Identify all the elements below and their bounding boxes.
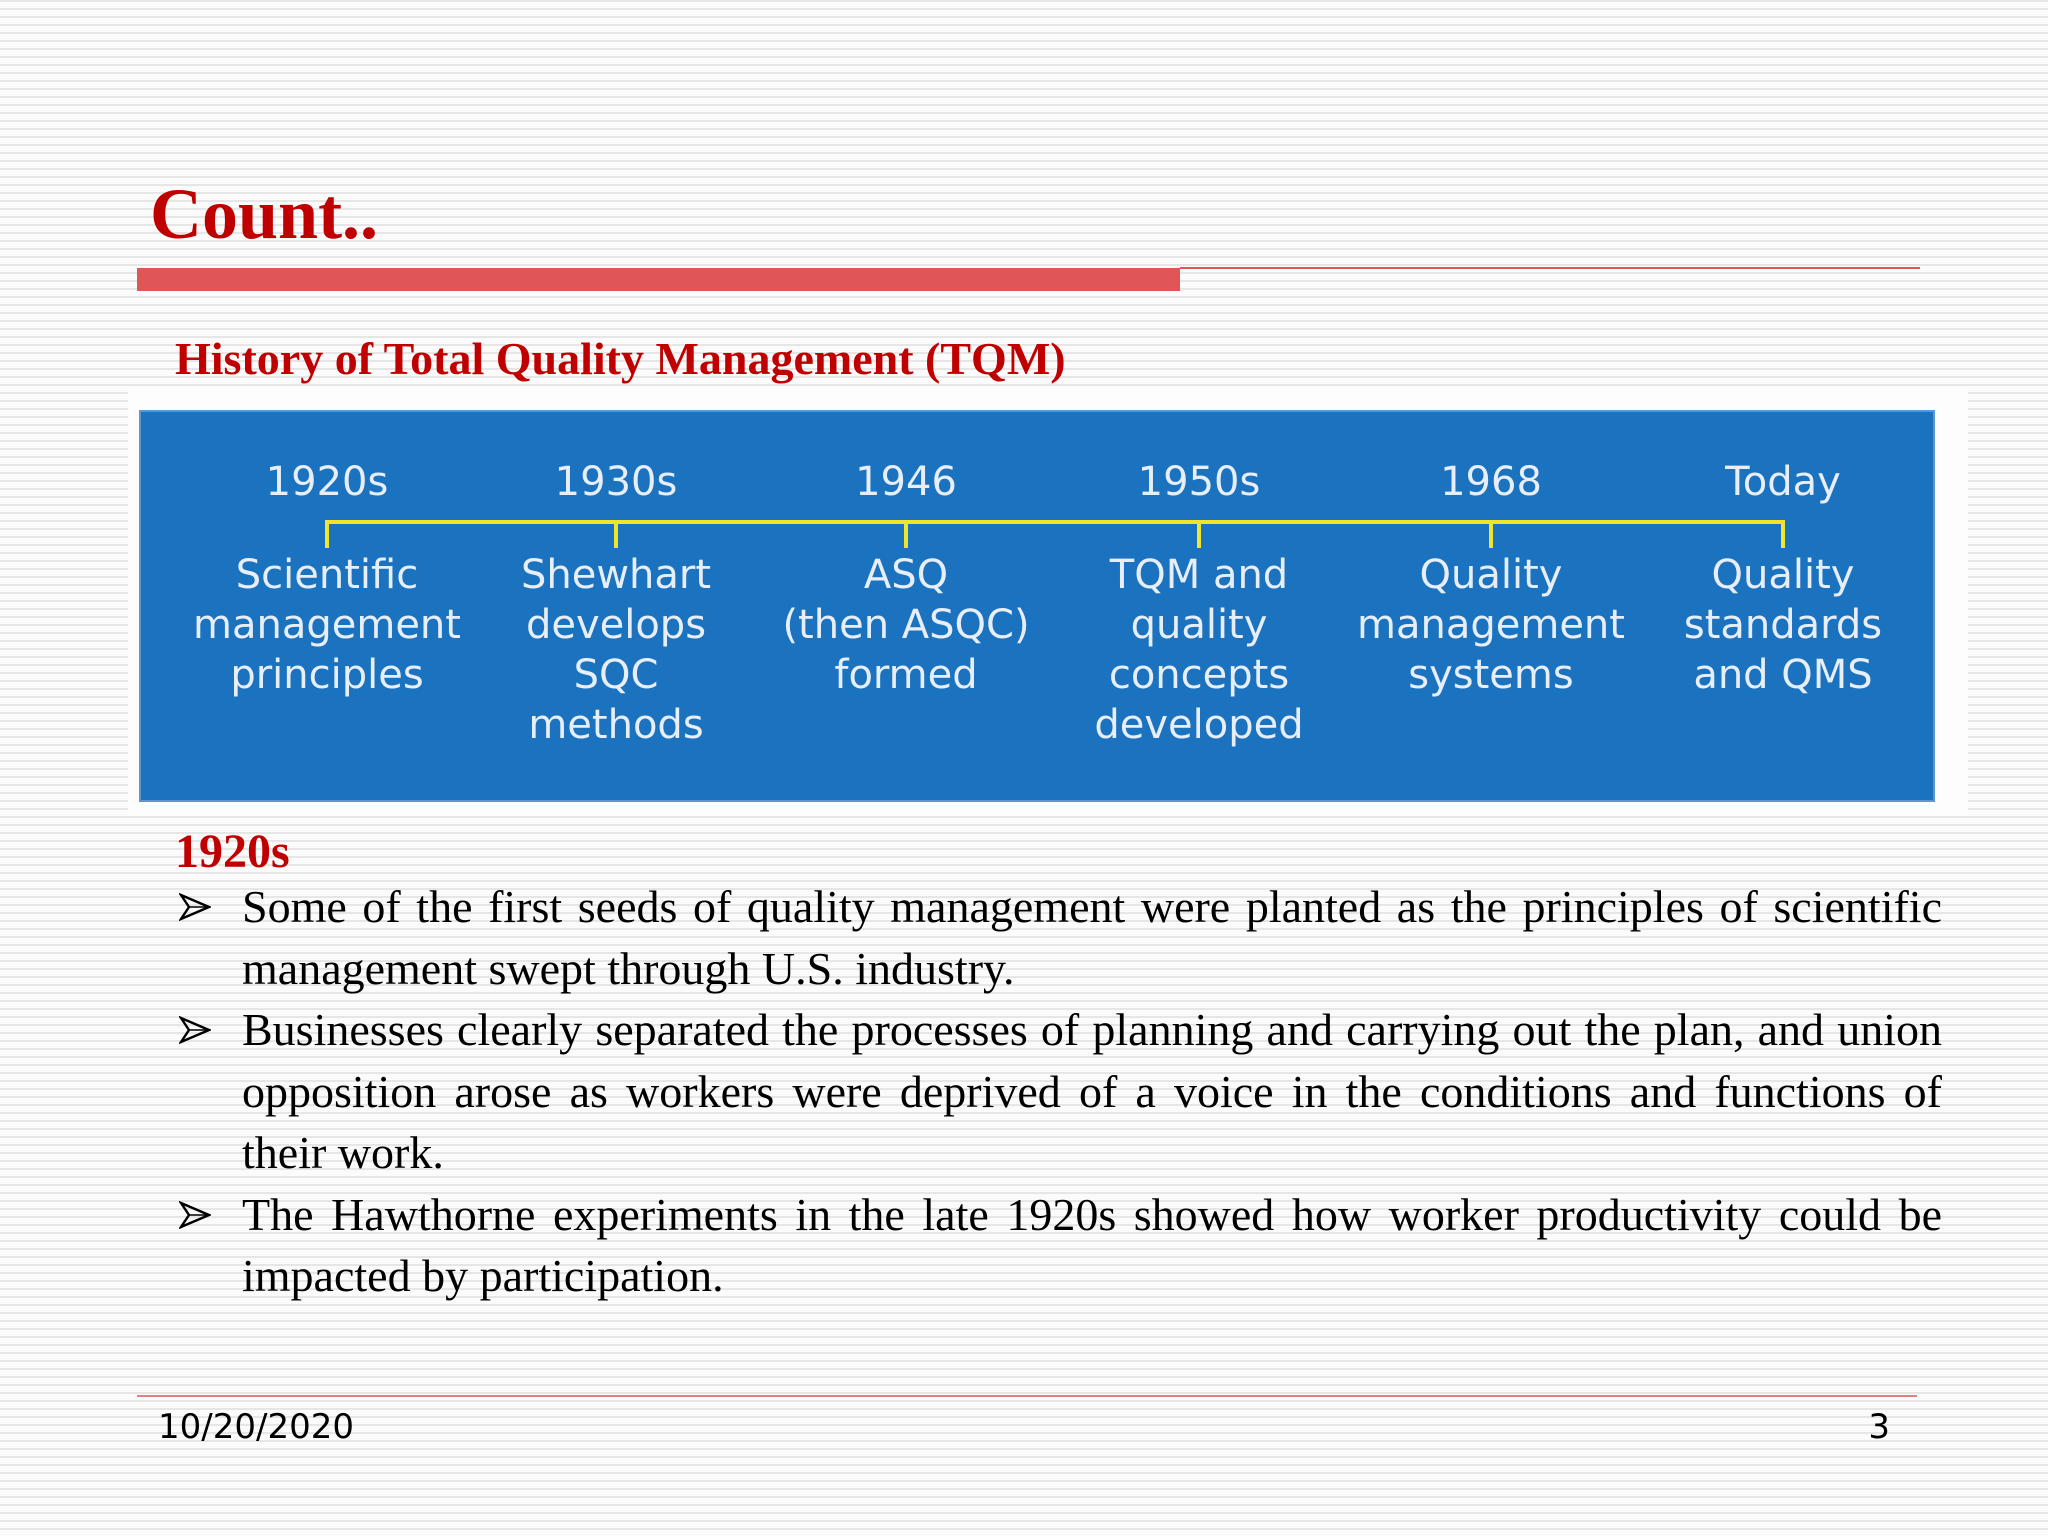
timeline-year: Today xyxy=(1725,459,1841,505)
timeline-description: Shewhart develops SQC methods xyxy=(520,552,712,748)
timeline-year: 1920s xyxy=(265,459,389,505)
title-underline-bar xyxy=(137,268,1180,291)
timeline-year: 1946 xyxy=(855,459,957,505)
timeline-description: TQM and quality concepts developed xyxy=(1094,552,1304,748)
timeline-year: 1968 xyxy=(1440,459,1542,505)
bullet-item xyxy=(175,999,1942,1184)
timeline-year: 1950s xyxy=(1137,459,1261,505)
bullet-text: Businesses clearly separated the processes of planning and carrying out the plan, and union opposition arose as workers were deprived of a voice in the conditions and functions of their work. xyxy=(242,1004,1942,1178)
bullet-list xyxy=(175,876,1942,1307)
timeline-description: Quality standards and QMS xyxy=(1683,552,1883,698)
section-heading: 1920s xyxy=(175,825,290,878)
timeline-description: Quality management systems xyxy=(1357,552,1625,698)
title-underline-thin xyxy=(1180,267,1920,269)
timeline-description: Scientific management principles xyxy=(193,552,461,698)
bullet-item xyxy=(175,876,1942,999)
timeline-year: 1930s xyxy=(554,459,678,505)
timeline-description: ASQ (then ASQC) formed xyxy=(782,552,1030,698)
footer-divider xyxy=(137,1395,1917,1397)
arrowhead-bullet-icon xyxy=(179,893,211,921)
bullet-text: The Hawthorne experiments in the late 1920s showed how worker productivity could be impacted by participation. xyxy=(242,1188,1942,1301)
bullet-text: Some of the first seeds of quality management were planted as the principles of scientific management swept through U.S. industry. xyxy=(242,881,1942,994)
arrowhead-bullet-icon xyxy=(179,1201,211,1229)
page-number: 3 xyxy=(1868,1407,1890,1447)
slide-subtitle: History of Total Quality Management (TQM) xyxy=(175,333,1066,384)
bullet-item xyxy=(175,1184,1942,1307)
slide-title: Count.. xyxy=(150,174,379,254)
footer-date: 10/20/2020 xyxy=(158,1407,354,1447)
arrowhead-bullet-icon xyxy=(179,1016,211,1044)
tqm-timeline-graphic xyxy=(141,412,1933,800)
